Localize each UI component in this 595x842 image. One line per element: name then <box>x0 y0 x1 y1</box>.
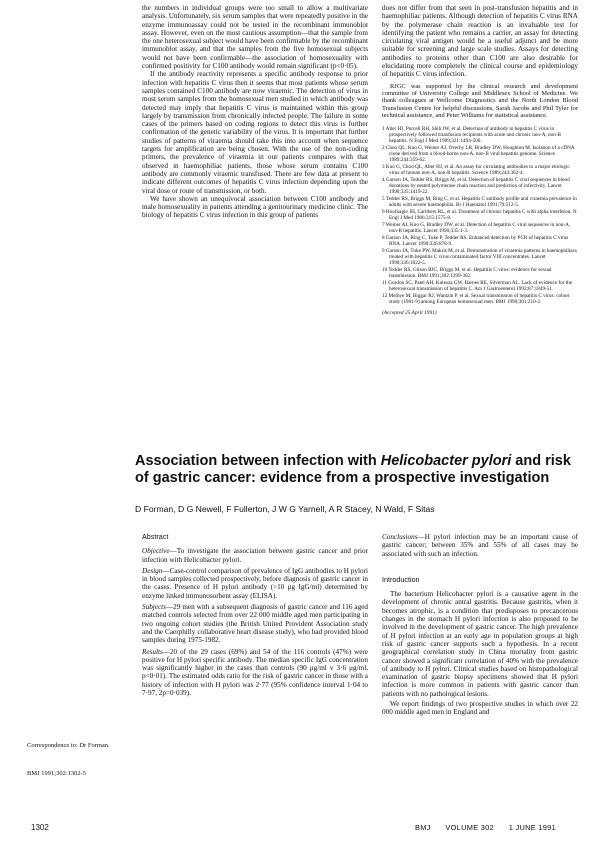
abstract <box>142 533 368 697</box>
reference-item: 11 Gordon SC, Patel AH, Kulesza GW, Barnes RE, Silverman AL. Lack of evidence for the heterosexual transmission of hepatitis C. Am J Gastroenterol 1992;87:1849-51. <box>382 279 573 292</box>
introduction-heading: Introduction <box>382 574 420 584</box>
reference-item: 5 Tedder RS, Briggs M, Ring C, et al. Hepatitis C antibody profile and viraemia prevalence in adults with severe haemophilia. Br J Haematol 1991;79:512-5. <box>382 195 577 208</box>
body-paragraph: We have shown an unequivocal association between C100 antibody and male homosexuality in patients attending a genitourinary medicine clinic. The biology of hepatitis C virus infection in this group of patients <box>142 194 368 220</box>
correspondence-note: Correspondence to: Dr Forman. <box>27 742 110 749</box>
body-paragraph: If the antibody reactivity represents a specific antibody response to prior infection with hepatitis C virus then it seems that most patients whose serum samples contained C100 antibody are now viraemic. The detection of virus in most serum samples from the homosexual men studied in which antibody was detected may imply that hepatitis C virus is maintained within this group largely by transmission from chronically infected people. The failure in some cases of the primers based on coding regions to detect this virus is further confirmation of the genetic variability of the virus. It is important that further studies of patterns of viraemia should take this into account when sequence targets for amplification are being chosen. With the use of the non-coding primers, the prevalence of viraemia in our patients compares with that observed in haemophiliac patients, those whose serum contains C100 antibody are commonly viraemic transfused. There are few data at present to indicate different outcomes of hepatitis C virus infection depending upon the viral dose or route of transmission, or both. <box>142 70 368 195</box>
introduction-paragraph: The bacterium Helicobacter pylori is a causative agent in the development of chronic antral gastritis. Because gastritis, when it becomes atrophic, is a condition that predisposes to precancerous changes in the stomach H pylori infection is also proposed to be involved in the development of gastric cancer. The high prevalence of H pylori infection at an early age in population groups at high risk of gastric cancer supports such a hypothesis. In a recent geographical correlation study in China mortality from gastric cancer showed a significant correlation of 40% with the prevalence of antibody to H pylori. Clinical studies based on histopathological examination of gastric biopsy specimens showed that H pylori infection is more common in patients with gastric cancer than patients with no pathological lesions. <box>382 590 578 698</box>
reference-item: 8 Garson JA, Ring C, Tuke P, Tedder RS. Enhanced detection by PCR of hepatitis C virus RNA. Lancet 1990;336:878-9. <box>382 234 569 247</box>
continued-article-left-column <box>142 4 368 220</box>
reference-list <box>382 126 578 305</box>
abstract-results: Results—20 of the 29 cases (69%) and 54 of the 116 controls (47%) were positive for H pylori specific antibody. The median specific IgG concentration was significantly higher in the cases than controls (90 μg/ml v 3·6 μg/ml, p<0·01). The estimated odds ratio for the risk of gastric cancer in those with a history of infection with H pylori was 2·77 (95% confidence interval 1·04 to 7·97, 2p=0·039). <box>142 647 368 698</box>
abstract-heading: Abstract <box>142 532 169 541</box>
journal-footer <box>415 823 556 832</box>
body-paragraph: does not differ from that seen in post-transfusion hepatitis and in haemophiliac patients. Although detection of hepatitis C virus RNA by the polymerase chain reaction is an invaluable test for identifying the patient who remains a carrier, an assay for detecting circulating viral antigen would be a useful adjunct and be more suitable for screening and large scale studies. Assays for detecting antibodies to proteins other than C100 are also desirable for elucidating more completely the clinical course and epidemiology of hepatitis C virus infection. <box>382 4 578 79</box>
continued-article-right-column <box>382 4 578 317</box>
reference-item: 2 Choo QL, Kuo G, Weiner AJ, Overby LR, Bradley DW, Houghton M. Isolation of a cDNA clone derived from a blood-borne non-A, non-B viral hepatitis genome. Science 1989;244:359-62. <box>382 144 575 163</box>
reference-item: 3 Kuo G, Choo QL, Alter HJ, et al. An assay for circulating antibodies to a major etiologic virus of human non-A, non-B hepatitis. Science 1989;244:362-4. <box>382 163 570 176</box>
reference-item: 6 Hoofnagle JH, Carithers RL, et al. Treatment of chronic hepatitis C with alpha interferon. N Engl J Med 1986;315:1575-8. <box>382 208 577 221</box>
journal-date: 1 JUNE 1991 <box>508 823 556 832</box>
abstract-objective: Objective—To investigate the association between gastric cancer and prior infection with Helicobacter pylori. <box>142 547 368 564</box>
page-number: 1302 <box>31 823 49 832</box>
reference-item: 4 Garson JA, Tedder RS, Briggs M, et al. Detection of hepatitis C viral sequences in blood donations by nested polymerase chain reaction and prediction of infectivity. Lancet 1990;335:1419-22. <box>382 176 570 195</box>
article-title: Association between infection with Helicobacter pylori and risk of gastric cancer: evidence from a prospective investigation <box>135 453 571 486</box>
journal-volume: VOLUME 302 <box>445 823 495 832</box>
conclusions-and-introduction <box>382 533 578 717</box>
accepted-date: (Accepted 25 April 1991) <box>382 309 437 316</box>
reference-item: 7 Weiner AJ, Kuo G, Bradley DW, et al. Detection of hepatitis C viral sequences in non-A, non-B hepatitis. Lancet 1990;335:1-3. <box>382 221 571 234</box>
reference-item: 9 Garson JA, Tuke PW, Makris M, et al. Demonstration of viraemia patterns in haemophiliacs treated with hepatitis C virus contaminated factor VIII concentrates. Lancet 1990;336:1022-5. <box>382 247 577 266</box>
introduction-paragraph: We report findings of two prospective studies in which over 22 000 middle aged men in England and <box>382 700 578 717</box>
author-list: D Forman, D G Newell, F Fullerton, J W G Yarnell, A R Stacey, N Wald, F Sitas <box>135 504 435 514</box>
body-paragraph: the numbers in individual groups were too small to allow a multivariate analysis. Unfortunately, six serum samples that were repeatedly positive in the enzyme immunoassay could not be tested in the recombinant immunoblot assay. However, even on the most cautious assumption—that the sample from the one heterosexual subject would have been confirmable by the recombinant immunoblot assay, and that the samples from the five homosexual subjects would not have been confirmable—the association of homosexuality with confirmed positivity for C100 antibody would remain significant (p<0·05). <box>142 4 368 71</box>
abstract-subjects: Subjects—29 men with a subsequent diagnosis of gastric cancer and 116 aged matched controls selected from over 22 000 middle aged men participating in two ongoing cohort studies (the British United Provident Association study and the Caerphilly collaborative heart disease study), who had provided blood samples during 1975-1982. <box>142 603 368 645</box>
abstract-conclusions: Conclusions—H pylori infection may be an important cause of gastric cancer; between 35% and 55% of all cases may be associated with such an infection. <box>382 533 578 558</box>
article-header <box>135 453 575 514</box>
abstract-design: Design—Case-control comparison of prevalence of IgG antibodies to H pylori in blood samples collected prospectively, before diagnosis of gastric cancer in the cases. Presence of H pylori antibody (>10 μg IgG/ml) determined by enzyme linked immunosorbent assay (ELISA). <box>142 566 368 600</box>
journal-name: BMJ <box>415 823 431 832</box>
reference-item: 10 Tedder RS, Gilson RJC, Briggs M, et al. Hepatitis C virus: evidence for sexual transmission. BMJ 1991;302:1299-302. <box>382 266 552 279</box>
acknowledgements: RJGC was supported by the clinical research and development committee of University College and Middlesex School of Medicine. We thank colleagues at Wellcome Diagnostics and the North London Blood Transfusion Centre for helpful discussions, Sarah Jacobs and Phil Tyler for technical assistance, and Peter Williams for statistical assistance. <box>382 82 578 120</box>
reference-item: 1 Alter HJ, Purcell RH, Shih JW, et al. Detection of antibody to hepatitis C virus in prospectively followed transfusion recipients with acute and chronic non-A, non-B hepatitis. N Engl J Med 1989;321:1494-500. <box>382 125 562 144</box>
citation-note: BMJ 1991;302:1302-5 <box>27 770 87 777</box>
reference-item: 12 Melbye M, Biggar RJ, Wantzin P, et al. Sexual transmission of hepatitis C virus: cohort study (1981-9) among European homosexual men. BMJ 1990;301:210-2. <box>382 292 570 305</box>
